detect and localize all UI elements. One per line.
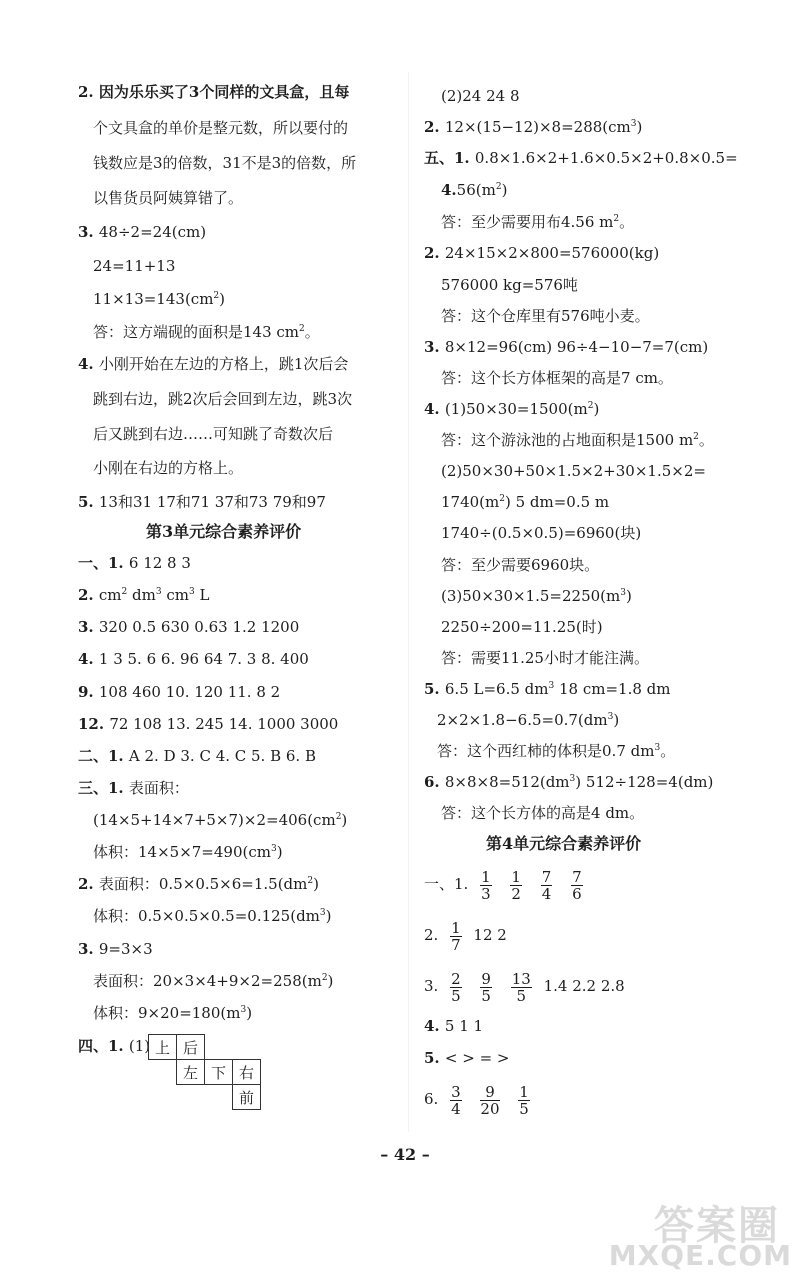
u4-line-2 [424, 913, 507, 957]
s5-line-20: 答：这个西红柿的体积是0.7 $dm^3$。 [437, 742, 676, 760]
s5-line-19: $2\times 2\times 1.8-6.5=0.7(dm^3)$ [437, 711, 620, 729]
fraction-denominator: 2 [511, 884, 521, 903]
fraction-numerator: 1 [481, 867, 491, 886]
q2-line-4: 以售货员阿姨算错了。 [93, 189, 244, 207]
q3-line-3: $11\times 13=143(cm^2)$ [93, 290, 226, 308]
fraction-numerator: 7 [572, 867, 582, 886]
fraction-numerator: 2 [451, 969, 461, 988]
u4-line-1-label: 一、1. [424, 875, 469, 893]
fraction-denominator: 3 [481, 884, 491, 903]
net-cell-top: 上 [148, 1034, 177, 1060]
fraction-numerator: 13 [511, 969, 531, 988]
s1-line-3: 3. 320 0.5 630 0.63 1.2 1200 [78, 618, 300, 636]
s5-line-22: 答：这个长方体的高是4 dm。 [441, 804, 645, 822]
fraction [480, 971, 492, 1004]
fraction-numerator: 1 [511, 867, 521, 886]
fraction-numerator: 1 [451, 918, 461, 937]
s3-line-8: 体积：$9\times 20=180(m^3)$ [93, 1004, 253, 1022]
s5-line-11: (2)50×30+50×1.5×2+30×1.5×2= [441, 462, 706, 480]
q2-line-1-text: 2. 因为乐乐买了3个同样的文具盒，且每 [78, 83, 350, 101]
s5-line-12: $1740(m^2)$ 5 dm=0.5 m [441, 493, 610, 511]
fraction [480, 869, 492, 902]
q5-line: 5. 13和31 17和71 37和73 79和97 [78, 493, 326, 511]
s3-line-5: 体积：$0.5\times 0.5\times 0.5=0.125(dm^3)$ [93, 907, 332, 925]
u4-line-6-label: 6. [424, 1090, 439, 1108]
s5-line-15: $(3)50\times 30\times 1.5=2250(m^3)$ [441, 587, 632, 605]
s1-line-5: 9. 108 460 10. 120 11. 8 2 [78, 683, 281, 701]
watermark-bottom-text: MXQE.COM [608, 1239, 792, 1272]
watermark-logo [610, 1194, 800, 1274]
q4-line-2: 跳到右边，跳2次后会回到左边，跳3次 [93, 390, 353, 408]
fraction [450, 920, 462, 953]
q4-line-1: 4. 小刚开始在左边的方格上，跳1次后会 [78, 355, 349, 373]
fraction [510, 869, 522, 902]
q2-line-1 [78, 82, 349, 102]
fraction-denominator: 5 [516, 986, 527, 1005]
fraction [511, 971, 532, 1004]
u4-line-3 [424, 964, 625, 1008]
s5-line-13: 1740÷(0.5×0.5)=6960(块) [441, 524, 642, 542]
fraction [541, 869, 553, 902]
q3-answer: 答：这方端砚的面积是143 $cm^2$。 [93, 323, 320, 341]
fraction-denominator: 20 [480, 1099, 500, 1118]
page-number: – 42 – [380, 1145, 430, 1164]
q4-line-3: 后又跳到右边……可知跳了奇数次后 [93, 425, 334, 443]
q2-line-3: 钱数应是3的倍数，31不是3的倍数，所 [93, 154, 357, 172]
fraction-numerator: 1 [519, 1082, 529, 1101]
s1-line-1: 一、1. 6 12 8 3 [78, 554, 191, 572]
s5-line-14: 答：至少需要6960块。 [441, 556, 600, 574]
r-top-line-2: 2. $12\times(15-12)\times 8=288(cm^3)$ [424, 118, 643, 136]
s5-line-1: 五、1. 0.8×1.6×2+1.6×0.5×2+0.8×0.5= [424, 149, 738, 167]
u4-line-6 [424, 1077, 537, 1121]
s5-line-6: 答：这个仓库里有576吨小麦。 [441, 307, 650, 325]
s3-line-6: 3. 9=3×3 [78, 940, 153, 958]
u4-line-3-rest: 1.4 2.2 2.8 [543, 977, 625, 995]
fraction [480, 1084, 499, 1117]
u4-line-4: 4. 5 1 1 [424, 1017, 484, 1035]
s3-line-4: 2. 表面积：$0.5\times 0.5\times 6=1.5(dm^2)$ [78, 875, 319, 893]
s3-line-7: 表面积：$20\times 3\times 4+9\times 2=258(m^2)$ [93, 972, 334, 990]
s5-line-16: 2250÷200=11.25(时) [441, 618, 603, 636]
s1-line-4: 4. 1 3 5. 6 6. 96 64 7. 3 8. 400 [78, 650, 309, 668]
fraction-denominator: 5 [519, 1099, 529, 1118]
s5-line-18: 5. 6.5 L=6.5 $dm^3$ 18 cm=1.8 dm [424, 680, 671, 698]
s2-line: 二、1. A 2. D 3. C 4. C 5. B 6. B [78, 747, 316, 765]
s5-line-2: $4.56(m^2)$ [441, 181, 508, 199]
s5-line-9: 4. $(1)50\times 30=1500(m^2)$ [424, 400, 600, 418]
s3-line-1: 三、1. 表面积： [78, 779, 189, 797]
s5-line-10: 答：这个游泳池的占地面积是1500 $m^2$。 [441, 431, 714, 449]
fraction-denominator: 5 [451, 986, 461, 1005]
u4-line-1 [424, 862, 590, 906]
s5-line-5: 576000 kg=576吨 [441, 276, 578, 294]
s4-line: 四、1. (1) [78, 1037, 151, 1055]
fraction-denominator: 4 [451, 1099, 461, 1118]
s5-line-4: 2. 24×15×2×800=576000(kg) [424, 244, 660, 262]
fraction-denominator: 5 [481, 986, 491, 1005]
unit3-title: 第3单元综合素养评价 [146, 522, 302, 541]
q3-line-2: 24=11+13 [93, 257, 176, 275]
u4-line-3-label: 3. [424, 977, 439, 995]
net-cell-front: 前 [232, 1084, 261, 1110]
net-cell-left: 左 [176, 1059, 205, 1085]
fraction [571, 869, 583, 902]
u4-line-2-label: 2. [424, 926, 439, 944]
u4-line-2-rest: 12 2 [473, 926, 507, 944]
net-cell-right: 右 [232, 1059, 261, 1085]
fraction [518, 1084, 530, 1117]
q3-line-1: 3. 48÷2=24(cm) [78, 223, 207, 241]
fraction-denominator: 6 [572, 884, 582, 903]
r-top-line-1: (2)24 24 8 [441, 87, 520, 105]
column-divider [408, 72, 409, 1132]
s5-line-21: 6. $8\times 8\times 8=512(dm^3)$ 512÷128=4(dm) [424, 773, 714, 791]
s5-line-8: 答：这个长方体框架的高是7 cm。 [441, 369, 673, 387]
fraction-denominator: 4 [541, 884, 552, 903]
fraction-numerator: 9 [480, 1084, 499, 1101]
watermark-top-text: 答案圈 [654, 1203, 780, 1249]
q4-line-4: 小刚在右边的方格上。 [93, 459, 244, 477]
cube-net-diagram [148, 1034, 278, 1118]
fraction [450, 971, 462, 1004]
s3-line-2: $(14\times 5+14\times 7+5\times 7)\times 2=406(cm^2)$ [93, 811, 348, 829]
fraction-numerator: 9 [481, 969, 491, 988]
u4-line-5: 5. < > = > [424, 1049, 510, 1067]
s1-line-6: 12. 72 108 13. 245 14. 1000 3000 [78, 715, 339, 733]
unit4-title: 第4单元综合素养评价 [486, 834, 642, 853]
q2-line-2: 个文具盒的单价是整元数，所以要付的 [93, 119, 349, 137]
net-cell-bottom: 下 [204, 1059, 233, 1085]
s5-line-17: 答：需要11.25小时才能注满。 [441, 649, 649, 667]
fraction-numerator: 3 [451, 1082, 461, 1101]
s1-line-2: 2. $cm^2$ $dm^3$ $cm^3$ L [78, 586, 210, 604]
net-cell-back: 后 [176, 1034, 205, 1060]
s3-line-3: 体积：$14\times 5\times 7=490(cm^3)$ [93, 843, 283, 861]
s5-line-7: 3. 8×12=96(cm) 96÷4−10−7=7(cm) [424, 338, 709, 356]
fraction [450, 1084, 462, 1117]
s5-line-3: 答：至少需要用布4.56 $m^2$。 [441, 213, 635, 231]
fraction-numerator: 7 [541, 867, 552, 886]
fraction-denominator: 7 [451, 935, 461, 954]
